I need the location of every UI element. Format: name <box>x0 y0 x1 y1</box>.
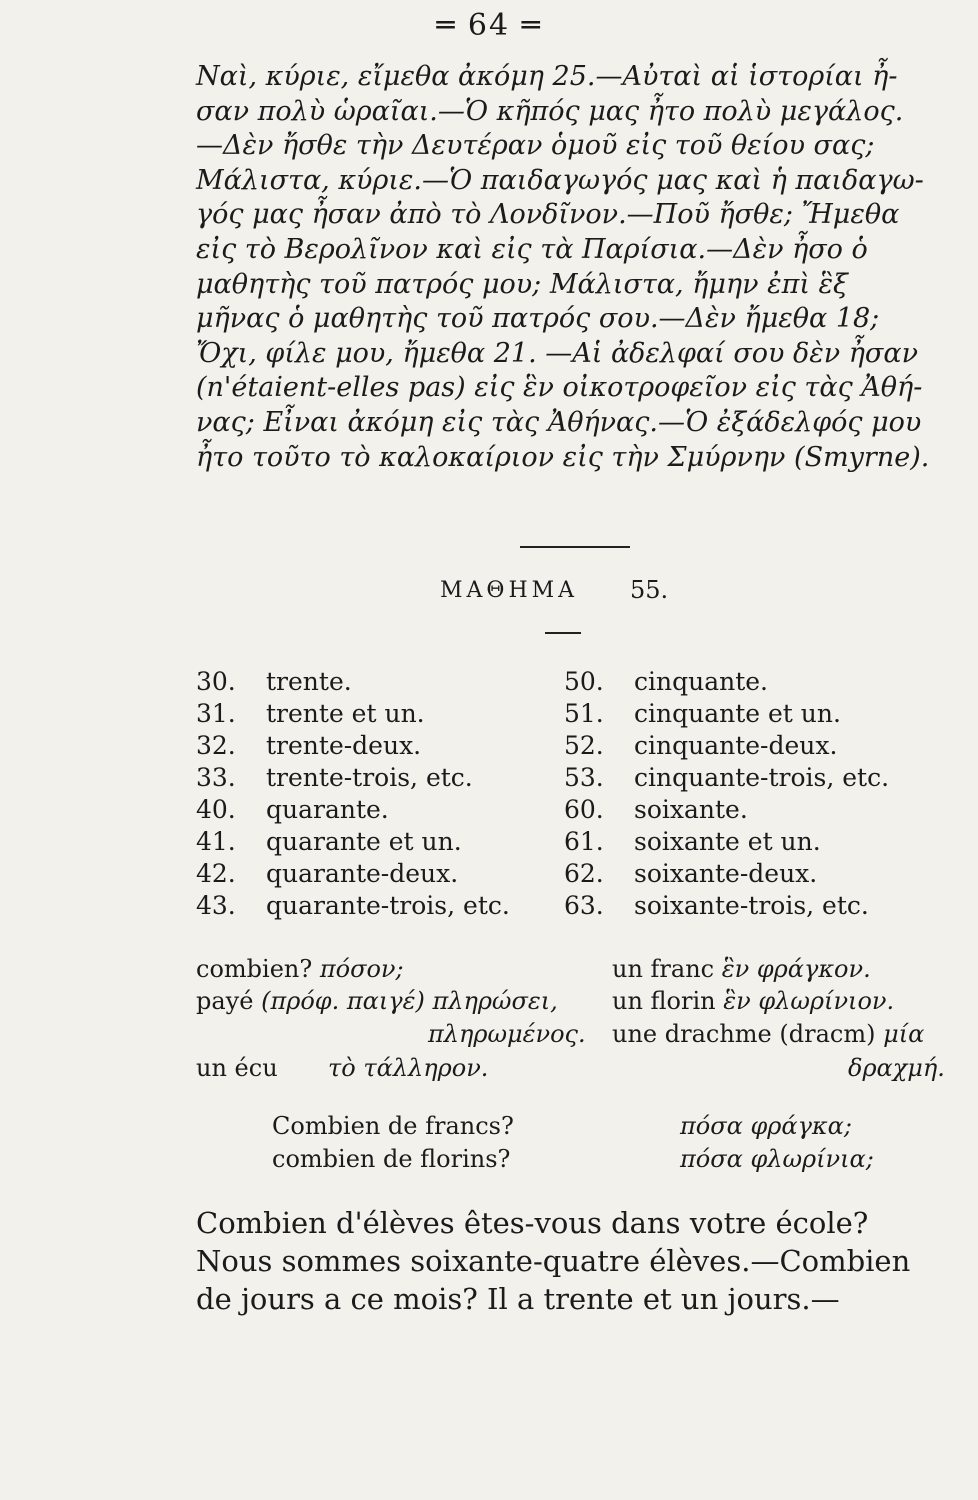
number-word: soixante-trois, etc. <box>634 891 869 920</box>
closing-line: Nous sommes soixante-quatre élèves.—Combien <box>196 1244 911 1278</box>
number-row <box>196 730 936 762</box>
number-row <box>196 826 936 858</box>
number-digit: 31. <box>196 699 236 728</box>
number-word: cinquante et un. <box>634 699 841 728</box>
greek-line: σαν πολὺ ὡραῖαι.—Ὁ κῆπός μας ἦτο πολὺ μεγάλος. <box>196 95 904 127</box>
greek-passage <box>196 60 936 475</box>
greek-line: γός μας ἦσαν ἀπὸ τὸ Λονδῖνον.—Ποῦ ἤσθε; Ἤμεθα <box>196 199 900 231</box>
numbers-table <box>196 666 936 922</box>
greek-line: μῆνας ὁ μαθητὴς τοῦ πατρός σου.—Δὲν ἤμεθα 18; <box>196 303 880 335</box>
greek-line: μαθητὴς τοῦ πατρός μου; Μάλιστα, ἤμην ἐπὶ ἓξ <box>196 268 848 300</box>
number-row <box>196 794 936 826</box>
lesson-title: ΜΑΘΗΜΑ <box>440 578 579 603</box>
number-digit: 32. <box>196 731 236 760</box>
page-number: ═ 64 ═ <box>436 8 542 43</box>
vocab-fr: un écu <box>196 1054 278 1082</box>
closing-paragraph <box>196 1204 941 1318</box>
greek-line: εἰς τὸ Βερολῖνον καὶ εἰς τὰ Παρίσια.—Δὲν ἦσο ὁ <box>196 233 868 265</box>
number-digit: 43. <box>196 891 236 920</box>
vocab-fr: payé (πρόφ. παιγέ) πληρώσει, <box>196 987 558 1015</box>
number-word: cinquante-deux. <box>634 731 838 760</box>
number-digit: 30. <box>196 667 236 696</box>
number-word: soixante. <box>634 795 748 824</box>
number-digit: 63. <box>564 891 604 920</box>
greek-line: ἦτο τοῦτο τὸ καλοκαίριον εἰς τὴν Σμύρνην (Smyrne). <box>196 441 930 473</box>
number-row <box>196 890 936 922</box>
vocab-gr: τὸ τάλληρον. <box>328 1054 489 1082</box>
number-digit: 42. <box>196 859 236 888</box>
lesson-number: 55. <box>630 576 669 604</box>
number-word: trente. <box>266 667 352 696</box>
number-word: quarante-trois, etc. <box>266 891 510 920</box>
number-word: soixante et un. <box>634 827 821 856</box>
number-word: cinquante. <box>634 667 768 696</box>
number-word: quarante et un. <box>266 827 462 856</box>
closing-line: de jours a ce mois? Il a trente et un jours.— <box>196 1282 840 1316</box>
greek-line: —Δὲν ἤσθε τὴν Δευτέραν ὁμοῦ εἰς τοῦ θείου σας; <box>196 130 875 162</box>
number-word: quarante-deux. <box>266 859 459 888</box>
number-digit: 53. <box>564 763 604 792</box>
number-digit: 62. <box>564 859 604 888</box>
number-digit: 61. <box>564 827 604 856</box>
question-fr: Combien de francs? <box>272 1112 514 1140</box>
number-row <box>196 698 936 730</box>
vocab-fr: combien? πόσον; <box>196 955 404 983</box>
divider-rule-short <box>545 632 581 634</box>
number-digit: 40. <box>196 795 236 824</box>
number-digit: 60. <box>564 795 604 824</box>
vocab-fr-franc: un franc ἓν φράγκον. <box>612 955 871 983</box>
number-row <box>196 666 936 698</box>
greek-line: Ὄχι, φίλε μου, ἤμεθα 21. —Αἱ ἀδελφαί σου δὲν ἦσαν <box>196 337 919 369</box>
number-digit: 51. <box>564 699 604 728</box>
greek-line: Ναὶ, κύριε, εἴμεθα ἀκόμη 25.—Αὐταὶ αἱ ἱστορίαι ἦ- <box>196 61 898 92</box>
vocab-gr: πληρωμένος. <box>428 1020 586 1048</box>
number-digit: 41. <box>196 827 236 856</box>
vocab-fr-drachme: une drachme (dracm) μία <box>612 1020 925 1048</box>
number-digit: 52. <box>564 731 604 760</box>
vocab-gr: δραχμή. <box>848 1054 945 1082</box>
greek-line: (n'étaient-elles pas) εἰς ἓν οἰκοτροφεῖον εἰς τὰς Ἀθή- <box>196 372 923 404</box>
number-digit: 50. <box>564 667 604 696</box>
greek-line: νας; Εἶναι ἀκόμη εἰς τὰς Ἀθήνας.—Ὁ ἐξάδελφός μου <box>196 406 922 438</box>
question-gr: πόσα φράγκα; <box>680 1112 852 1140</box>
number-row <box>196 858 936 890</box>
number-word: quarante. <box>266 795 389 824</box>
number-word: cinquante-trois, etc. <box>634 763 890 792</box>
divider-rule <box>520 546 630 548</box>
closing-line: Combien d'élèves êtes-vous dans votre école? <box>196 1206 869 1240</box>
number-word: trente-deux. <box>266 731 422 760</box>
number-word: trente et un. <box>266 699 425 728</box>
number-word: trente-trois, etc. <box>266 763 473 792</box>
question-gr: πόσα φλωρίνια; <box>680 1145 874 1173</box>
question-fr: combien de florins? <box>272 1145 511 1173</box>
number-row <box>196 762 936 794</box>
number-digit: 33. <box>196 763 236 792</box>
vocab-fr-florin: un florin ἓν φλωρίνιον. <box>612 987 895 1015</box>
number-word: soixante-deux. <box>634 859 818 888</box>
greek-line: Μάλιστα, κύριε.—Ὁ παιδαγωγός μας καὶ ἡ παιδαγω- <box>196 164 924 196</box>
